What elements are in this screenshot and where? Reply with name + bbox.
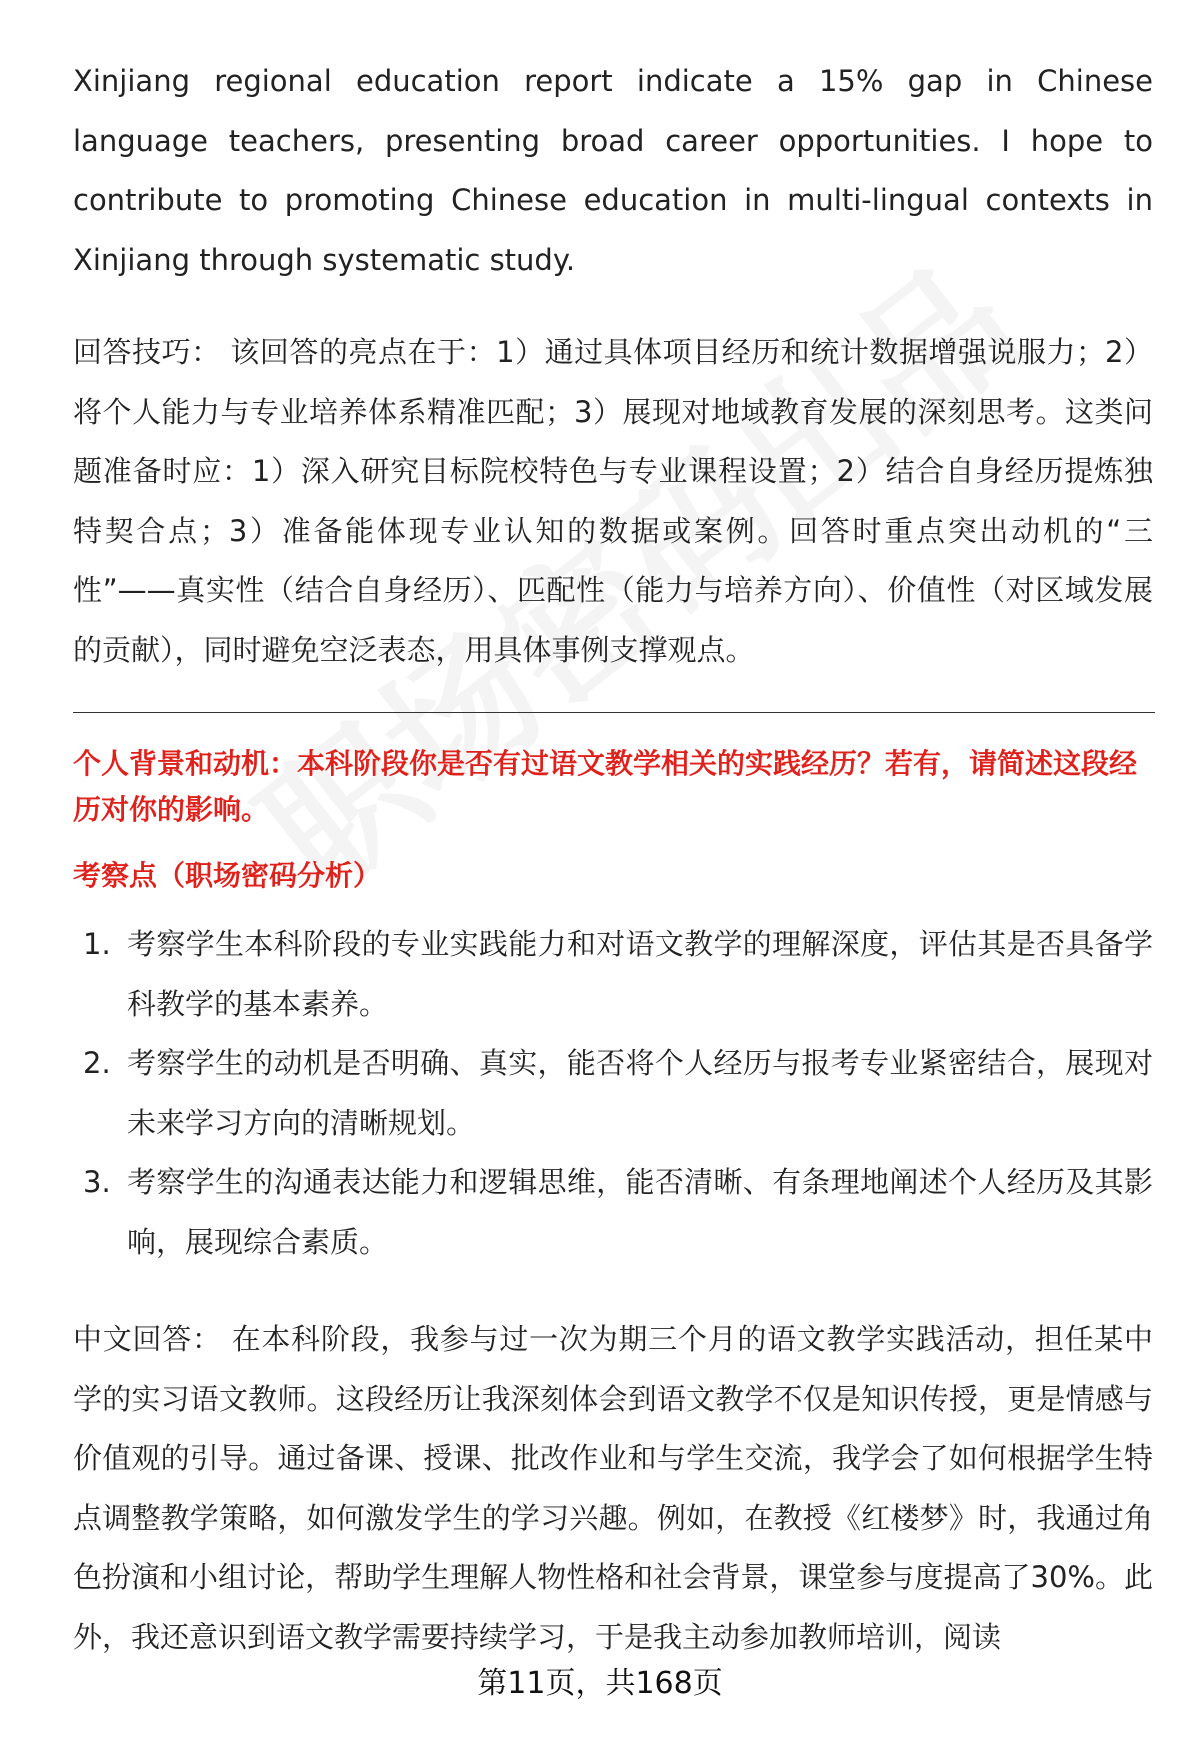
assessment-item-text: 考察学生的动机是否明确、真实，能否将个人经历与报考专业紧密结合，展现对未来学习方向的清晰规划。	[127, 1046, 1153, 1140]
assessment-item-number: 2.	[83, 1046, 111, 1080]
page-footer: 第11页，共168页	[477, 1666, 723, 1701]
assessment-heading: 考察点（职场密码分析）	[73, 859, 382, 892]
chinese-answer-text: 在本科阶段，我参与过一次为期三个月的语文教学实践活动，担任某中学的实习语文教师。这段经历让我深刻体会到语文教学不仅是知识传授，更是情感与价值观的引导。通过备课、授课、批改作业和与学生交流，我学会了如何根据学生特点调整教学策略，如何激发学生的学习兴趣。例如，在教授《红楼梦》时，我通过角色扮演和小组讨论，帮助学生理解人物性格和社会背景，课堂参与度提高了30%。此外，我还意识到语文教学需要持续学习，于是我主动参加教师培训，阅读	[73, 1322, 1153, 1654]
section-divider	[73, 712, 1155, 713]
assessment-item-text: 考察学生本科阶段的专业实践能力和对语文教学的理解深度，评估其是否具备学科教学的基本素养。	[127, 927, 1153, 1021]
page-content	[73, 52, 1153, 1667]
assessment-item-text: 考察学生的沟通表达能力和逻辑思维，能否清晰、有条理地阐述个人经历及其影响，展现综合素质。	[127, 1165, 1153, 1259]
assessment-item	[73, 915, 1153, 1034]
assessment-item-number: 1.	[83, 927, 111, 961]
question-heading: 个人背景和动机：本科阶段你是否有过语文教学相关的实践经历？若有，请简述这段经历对你的影响。	[73, 747, 1138, 826]
assessment-item	[73, 1153, 1153, 1272]
assessment-item-number: 3.	[83, 1165, 111, 1199]
tips-label: 回答技巧：	[73, 335, 221, 369]
assessment-list	[73, 915, 1153, 1272]
tips-paragraph	[73, 323, 1153, 680]
chinese-answer-label: 中文回答：	[73, 1322, 222, 1356]
tips-text: 该回答的亮点在于：1）通过具体项目经历和统计数据增强说服力；2）将个人能力与专业培养体系精准匹配；3）展现对地域教育发展的深刻思考。这类问题准备时应：1）深入研究目标院校特色与专业课程设置；2）结合自身经历提炼独特契合点；3）准备能体现专业认知的数据或案例。回答时重点突出动机的“三性”——真实性（结合自身经历）、匹配性（能力与培养方向）、价值性（对区域发展的贡献），同时避免空泛表态，用具体事例支撑观点。	[73, 335, 1153, 667]
chinese-answer-paragraph	[73, 1310, 1153, 1667]
assessment-item	[73, 1034, 1153, 1153]
intro-paragraph: Xinjiang regional education report indicate a 15% gap in Chinese language teachers, presenting broad career opportunities. I hope to contribute to promoting Chinese education in multi-lingual contexts in Xinjiang through systematic study.	[73, 64, 1153, 277]
